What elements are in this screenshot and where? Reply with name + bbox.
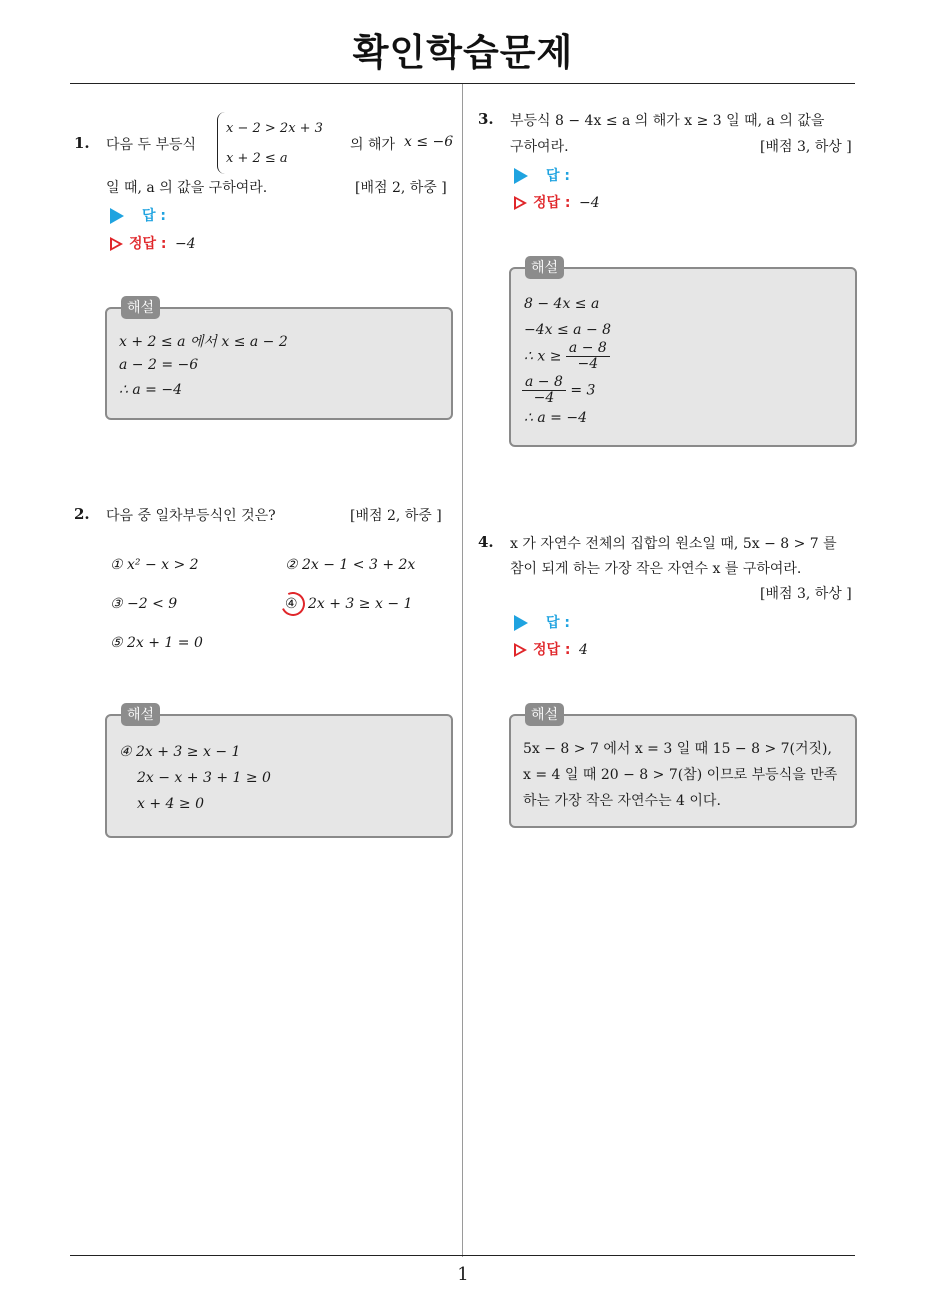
q2-choice-2[interactable]: ② 2x − 1 < 3 + 2x bbox=[285, 557, 416, 573]
q1-exp-line: a − 2 = −6 bbox=[119, 357, 199, 373]
q2-choice-4[interactable]: 2x + 3 ≥ x − 1 bbox=[308, 596, 413, 612]
q3-answer-row[interactable] bbox=[514, 165, 570, 185]
q2-choice-5[interactable]: ⑤ 2x + 1 = 0 bbox=[110, 635, 203, 651]
q4-answer-row[interactable] bbox=[514, 612, 570, 632]
q1-exp-line: x + 2 ≤ a 에서 x ≤ a − 2 bbox=[119, 334, 288, 350]
q1-line2: 일 때, a 의 값을 구하여라. bbox=[106, 180, 268, 196]
q3-exp-fraction: $\frac{a - 8}{-4}$ bbox=[522, 375, 566, 406]
q4-exp-line: 5x − 8 > 7 에서 x = 3 일 때 15 − 8 > 7(거짓), bbox=[523, 741, 832, 757]
answer-arrow-icon bbox=[514, 615, 528, 631]
q3-exp-line: ∴ a = −4 bbox=[524, 410, 587, 426]
q1-points: [배점 2, 하중 ] bbox=[355, 180, 447, 196]
q4-explanation-box bbox=[509, 707, 857, 828]
q1-correct-label: 정답 : bbox=[129, 236, 167, 252]
q4-exp-line: x = 4 일 때 20 − 8 > 7(참) 이므로 부등식을 만족 bbox=[523, 767, 838, 783]
page-number: 1 bbox=[457, 1264, 469, 1285]
page-title: 확인학습문제 bbox=[352, 31, 574, 74]
q1-correct-row bbox=[110, 233, 196, 253]
column-divider bbox=[462, 84, 463, 1257]
q4-line2: 참이 되게 하는 가장 작은 자연수 x 를 구하여라. bbox=[510, 561, 802, 577]
q2-explanation-box bbox=[105, 707, 453, 838]
q4-points: [배점 3, 하상 ] bbox=[760, 586, 852, 602]
q1-system-line2: x + 2 ≤ a bbox=[226, 151, 288, 166]
q4-correct-label: 정답 : bbox=[533, 642, 571, 658]
q4-explanation-tag: 해설 bbox=[525, 703, 564, 726]
q3-exp-fraction: $\frac{a - 8}{-4}$ bbox=[566, 341, 610, 372]
q3-explanation-tag: 해설 bbox=[525, 256, 564, 279]
q4-answer-label: 답 : bbox=[546, 615, 570, 631]
q1-explanation-tag: 해설 bbox=[121, 296, 160, 319]
q2-choice-1[interactable]: ① x² − x > 2 bbox=[110, 557, 199, 573]
q2-exp-line: ④ 2x + 3 ≥ x − 1 bbox=[119, 744, 241, 760]
selected-circle-icon bbox=[278, 589, 309, 620]
q1-answer-row[interactable] bbox=[110, 205, 166, 225]
q3-correct-value: −4 bbox=[578, 195, 600, 211]
q2-points: [배점 2, 하중 ] bbox=[350, 508, 442, 524]
q1-condition: x ≤ −6 bbox=[404, 134, 454, 150]
q3-number: 3. bbox=[478, 110, 494, 128]
q1-intro: 다음 두 부등식 bbox=[106, 137, 197, 153]
q3-exp-frac-line bbox=[522, 375, 595, 406]
q3-points: [배점 3, 하상 ] bbox=[760, 139, 852, 155]
q4-exp-line: 하는 가장 작은 자연수는 4 이다. bbox=[523, 793, 721, 809]
q2-exp-line: x + 4 ≥ 0 bbox=[137, 796, 204, 812]
q1-correct-value: −4 bbox=[174, 236, 196, 252]
q2-choice-3[interactable]: ③ −2 < 9 bbox=[110, 596, 178, 612]
answer-arrow-icon bbox=[110, 208, 124, 224]
q1-system-line1: x − 2 > 2x + 3 bbox=[226, 121, 323, 136]
correct-arrow-icon bbox=[514, 643, 527, 657]
correct-arrow-icon bbox=[514, 196, 527, 210]
q3-exp-line: = 3 bbox=[570, 382, 596, 399]
q2-question: 다음 중 일차부등식인 것은? bbox=[106, 508, 276, 524]
q3-exp-frac-line bbox=[524, 341, 610, 372]
q1-exp-line: ∴ a = −4 bbox=[119, 382, 182, 398]
q2-choice-4-marker[interactable]: ④ bbox=[285, 596, 298, 612]
q1-answer-label: 답 : bbox=[142, 208, 166, 224]
q3-line2: 구하여라. bbox=[510, 139, 569, 155]
q4-line1: x 가 자연수 전체의 집합의 원소일 때, 5x − 8 > 7 를 bbox=[510, 536, 837, 552]
q2-explanation-tag: 해설 bbox=[121, 703, 160, 726]
bottom-divider bbox=[70, 1255, 855, 1256]
q4-number: 4. bbox=[478, 533, 494, 551]
q3-exp-line: −4x ≤ a − 8 bbox=[524, 322, 612, 338]
answer-arrow-icon bbox=[514, 168, 528, 184]
correct-arrow-icon bbox=[110, 237, 123, 251]
q4-correct-row bbox=[514, 639, 588, 659]
q1-after-system: 의 해가 bbox=[350, 137, 396, 153]
q3-line1: 부등식 8 − 4x ≤ a 의 해가 x ≥ 3 일 때, a 의 값을 bbox=[510, 113, 825, 129]
q4-correct-value: 4 bbox=[578, 642, 588, 658]
q2-number: 2. bbox=[74, 505, 90, 523]
q3-explanation-box bbox=[509, 260, 857, 447]
q3-exp-line: 8 − 4x ≤ a bbox=[524, 296, 600, 312]
q3-correct-label: 정답 : bbox=[533, 195, 571, 211]
q3-answer-label: 답 : bbox=[546, 168, 570, 184]
q1-number: 1. bbox=[74, 134, 90, 152]
q3-exp-line: ∴ x ≥ bbox=[524, 348, 562, 365]
q3-correct-row bbox=[514, 192, 600, 212]
q1-explanation-box bbox=[105, 300, 453, 420]
q2-exp-line: 2x − x + 3 + 1 ≥ 0 bbox=[137, 770, 271, 786]
